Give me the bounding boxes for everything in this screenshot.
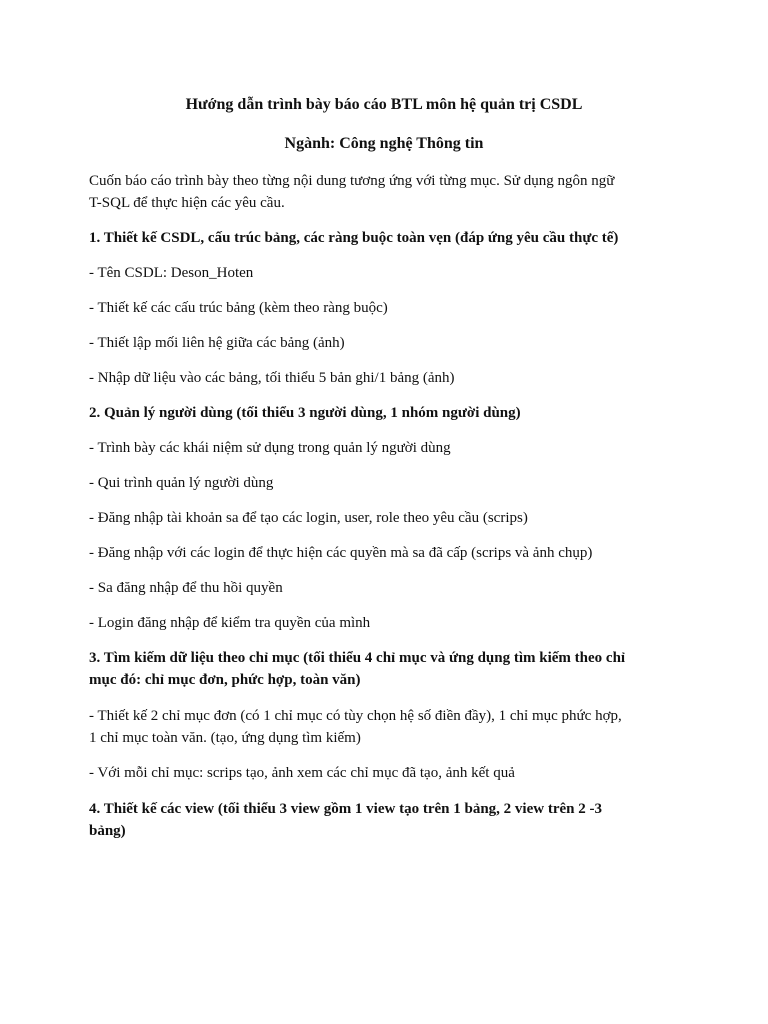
list-item: - Thiết lập mối liên hệ giữa các bảng (ảnh) <box>89 335 345 351</box>
section-heading: 1. Thiết kế CSDL, cấu trúc bảng, các ràng buộc toàn vẹn (đáp ứng yêu cầu thực tế) <box>89 230 619 246</box>
list-item: - Login đăng nhập để kiểm tra quyền của mình <box>89 615 371 631</box>
list-item: - Qui trình quản lý người dùng <box>89 475 274 491</box>
section-heading: 3. Tìm kiếm dữ liệu theo chỉ mục (tối thiểu 4 chỉ mục và ứng dụng tìm kiếm theo chỉ <box>89 650 626 666</box>
list-item: 1 chỉ mục toàn văn. (tạo, ứng dụng tìm kiếm) <box>89 730 361 746</box>
list-item: - Sa đăng nhập để thu hồi quyền <box>89 580 283 596</box>
list-item: - Thiết kế các cấu trúc bảng (kèm theo ràng buộc) <box>89 300 388 316</box>
section-heading: 4. Thiết kế các view (tối thiểu 3 view gồm 1 view tạo trên 1 bảng, 2 view trên 2 -3 <box>89 801 602 817</box>
list-item: - Thiết kế 2 chỉ mục đơn (có 1 chỉ mục có tùy chọn hệ số điền đầy), 1 chỉ mục phức hợp, <box>89 708 622 724</box>
section-heading: mục đó: chỉ mục đơn, phức hợp, toàn văn) <box>89 672 361 688</box>
intro-line: T-SQL để thực hiện các yêu cầu. <box>89 195 285 211</box>
document-title: Hướng dẫn trình bày báo cáo BTL môn hệ quản trị CSDL <box>185 96 583 113</box>
list-item: - Nhập dữ liệu vào các bảng, tối thiểu 5 bản ghi/1 bảng (ảnh) <box>89 370 455 386</box>
list-item: - Đăng nhập tài khoản sa để tạo các login, user, role theo yêu cầu (scrips) <box>89 510 528 526</box>
list-item: - Trình bày các khái niệm sử dụng trong quản lý người dùng <box>89 440 451 456</box>
list-item: - Tên CSDL: Deson_Hoten <box>89 265 254 281</box>
intro-line: Cuốn báo cáo trình bày theo từng nội dung tương ứng với từng mục. Sử dụng ngôn ngữ <box>89 173 615 189</box>
list-item: - Với mỗi chỉ mục: scrips tạo, ảnh xem các chỉ mục đã tạo, ảnh kết quả <box>89 765 515 781</box>
section-heading: 2. Quản lý người dùng (tối thiểu 3 người dùng, 1 nhóm người dùng) <box>89 405 521 421</box>
document-subtitle: Ngành: Công nghệ Thông tin <box>284 135 484 152</box>
list-item: - Đăng nhập với các login để thực hiện các quyền mà sa đã cấp (scrips và ảnh chụp) <box>89 545 593 561</box>
section-heading: bảng) <box>89 823 126 839</box>
